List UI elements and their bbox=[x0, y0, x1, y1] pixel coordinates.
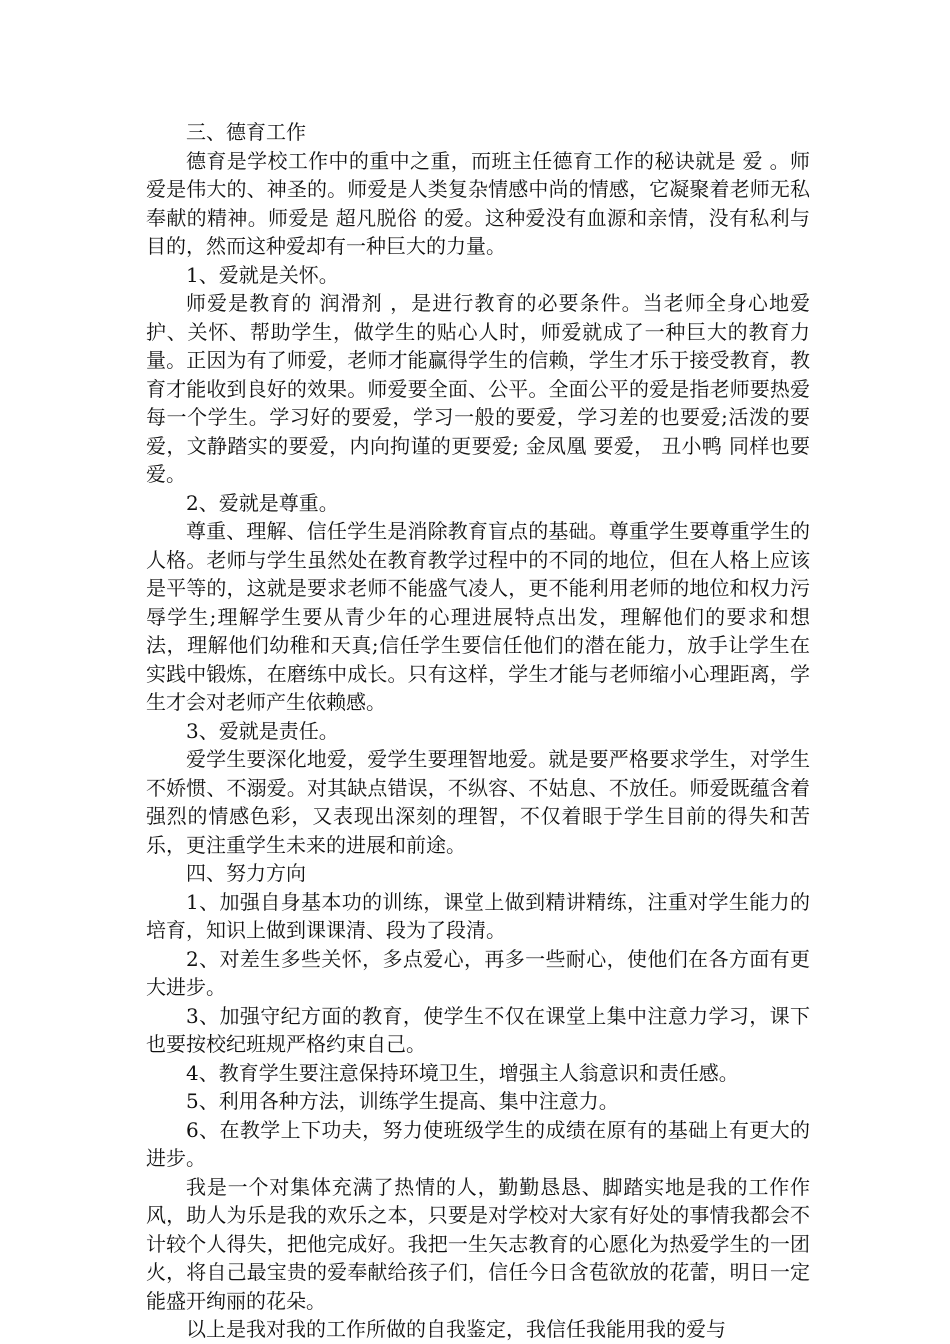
paragraph-love-is-responsibility: 爱学生要深化地爱，爱学生要理智地爱。就是要严格要求学生，对学生不娇惯、不溺爱。对其缺点错误，不纵容、不姑息、不放任。师爱既蕴含着强烈的情感色彩，又表现出深刻的理智，不仅着眼于学生目前的得失和苦乐，更注重学生未来的进展和前途。 bbox=[146, 747, 810, 857]
section-heading-direction: 四、努力方向 bbox=[186, 861, 306, 885]
list-item-direction-4: 4、教育学生要注意保持环境卫生，增强主人翁意识和责任感。 bbox=[186, 1060, 739, 1085]
list-item-direction-6: 6、在教学上下功夫，努力使班级学生的成绩在原有的基础上有更大的进步。 bbox=[146, 1117, 810, 1170]
document-body bbox=[146, 118, 810, 1344]
subheading-love-is-care: 1、爱就是关怀。 bbox=[186, 262, 339, 287]
paragraph-conclusion: 以上是我对我的工作所做的自我鉴定，我信任我能用我的爱与 bbox=[186, 1317, 726, 1341]
subheading-love-is-respect: 2、爱就是尊重。 bbox=[186, 490, 339, 515]
paragraph-personal-statement: 我是一个对集体充满了热情的人，勤勤恳恳、脚踏实地是我的工作作风，助人为乐是我的欢乐之本，只要是对学校对大家有好处的事情我都会不计较个人得失，把他完成好。我把一生矢志教育的心愿化为热爱学生的一团火，将自己最宝贵的爱奉献给孩子们，信任今日含苞欲放的花蕾，明日一定能盛开绚丽的花朵。 bbox=[146, 1174, 810, 1313]
paragraph-love-is-respect: 尊重、理解、信任学生是消除教育盲点的基础。尊重学生要尊重学生的人格。老师与学生虽然处在教育教学过程中的不同的地位，但在人格上应该是平等的，这就是要求老师不能盛气凌人，更不能利用老师的地位和权力污辱学生;理解学生要从青少年的心理进展特点出发，理解他们的要求和想法，理解他们幼稚和天真;信任学生要信任他们的潜在能力，放手让学生在实践中锻炼，在磨练中成长。只有这样，学生才能与老师缩小心理距离，学生才会对老师产生依赖感。 bbox=[146, 519, 810, 714]
paragraph-moral-education-intro: 德育是学校工作中的重中之重，而班主任德育工作的秘诀就是 爱 。师爱是伟大的、神圣的。师爱是人类复杂情感中尚的情感，它凝聚着老师无私奉献的精神。师爱是 超凡脱俗 的爱。这种爱没有血源和亲情，没有私利与目的，然而这种爱却有一种巨大的力量。 bbox=[146, 148, 810, 258]
list-item-direction-1: 1、加强自身基本功的训练，课堂上做到精讲精练，注重对学生能力的培育，知识上做到课课清、段为了段清。 bbox=[146, 889, 810, 942]
list-item-direction-3: 3、加强守纪方面的教育，使学生不仅在课堂上集中注意力学习，课下也要按校纪班规严格约束自己。 bbox=[146, 1003, 810, 1056]
section-heading-moral-education: 三、德育工作 bbox=[186, 120, 306, 144]
list-item-direction-2: 2、对差生多些关怀，多点爱心，再多一些耐心，使他们在各方面有更大进步。 bbox=[146, 946, 810, 999]
paragraph-love-is-care: 师爱是教育的 润滑剂 ，是进行教育的必要条件。当老师全身心地爱护、关怀、帮助学生，做学生的贴心人时，师爱就成了一种巨大的教育力量。正因为有了师爱，老师才能赢得学生的信赖，学生才乐于接受教育，教育才能收到良好的效果。师爱要全面、公平。全面公平的爱是指老师要热爱每一个学生。学习好的要爱，学习一般的要爱，学习差的也要爱;活泼的要爱，文静踏实的要爱，内向拘谨的更要爱; 金凤凰 要爱， 丑小鸭 同样也要爱。 bbox=[146, 291, 810, 486]
list-item-direction-5: 5、利用各种方法，训练学生提高、集中注意力。 bbox=[186, 1089, 619, 1113]
subheading-love-is-responsibility: 3、爱就是责任。 bbox=[186, 718, 339, 743]
